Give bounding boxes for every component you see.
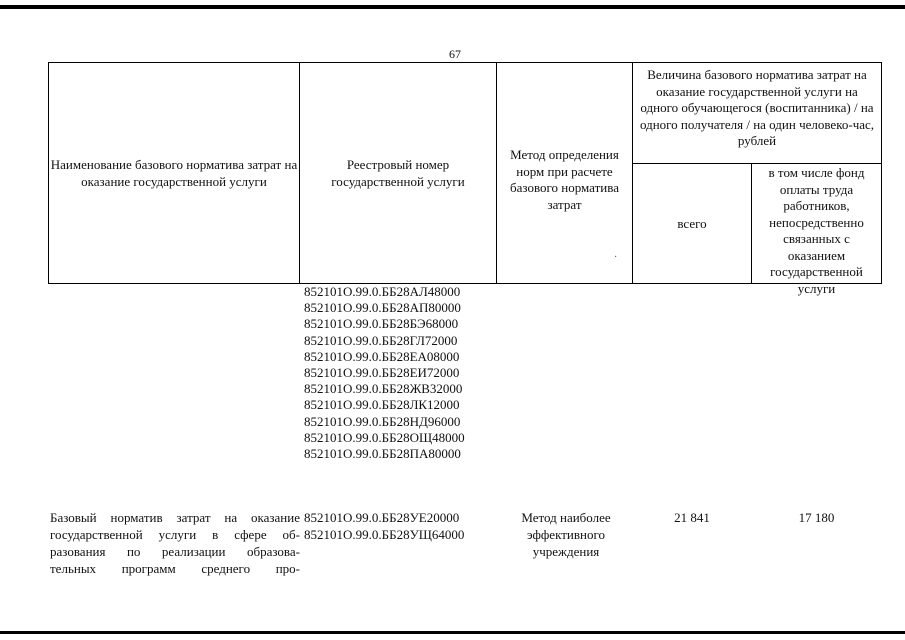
registry-code: 852101О.99.0.ББ28НД96000: [304, 413, 461, 429]
row-wage-fund-value: 17 180: [798, 510, 835, 525]
registry-code: 852101О.99.0.ББ28АЛ48000: [304, 284, 461, 299]
header-norm-value: Величина базового норматива затрат на оказание государственной услуги на одного обучающегося (воспитанника) / на одного получателя / на один человеко-час, рублей: [632, 62, 882, 164]
row-service-name: [50, 509, 300, 577]
page-number: 67: [449, 47, 461, 61]
row-method: Метод наиболее эффективного учреждения: [521, 510, 611, 559]
registry-code: 852101О.99.0.ББ28ПА80000: [304, 446, 461, 462]
registry-code: 852101О.99.0.ББ28БЭ68000: [304, 316, 459, 332]
registry-code: 852101О.99.0.ББ28ГЛ72000: [304, 332, 458, 348]
header-total: всего: [632, 163, 752, 284]
row-name-line: разования по реализации образова-: [50, 544, 300, 559]
registry-code: 852101О.99.0.ББ28ЕА08000: [304, 348, 460, 364]
scan-speck: ·: [614, 252, 618, 263]
row-name-line: Базовый норматив затрат на оказание: [50, 510, 300, 525]
registry-code: 852101О.99.0.ББ28УЕ20000: [304, 510, 460, 525]
header-method: Метод определения норм при расчете базового норматива затрат: [496, 62, 633, 284]
continued-registry-codes: [304, 284, 465, 462]
row-total-value: 21 841: [674, 510, 710, 525]
header-registry-number: Реестровый номер государственной услуги: [299, 62, 497, 284]
header-service-name: Наименование базового норматива затрат на оказание государственной услуги: [48, 62, 300, 284]
row-name-line: государственной услуги в сфере об-: [50, 527, 300, 542]
registry-code: 852101О.99.0.ББ28ЛК12000: [304, 397, 460, 413]
registry-code: 852101О.99.0.ББ28АП80000: [304, 300, 461, 316]
registry-code: 852101О.99.0.ББ28ЖВ32000: [304, 381, 463, 397]
header-wage-fund: в том числе фонд оплаты труда работников, непосредственно связанных с оказанием государственной услуги: [751, 163, 882, 284]
registry-code: 852101О.99.0.ББ28УЩ64000: [304, 527, 465, 542]
row-registry-codes: [304, 509, 464, 543]
row-name-line: тельных программ среднего про-: [50, 561, 300, 576]
top-rule: [0, 5, 905, 9]
registry-code: 852101О.99.0.ББ28ОЩ48000: [304, 429, 465, 445]
bottom-rule: [0, 631, 905, 634]
registry-code: 852101О.99.0.ББ28ЕИ72000: [304, 365, 460, 381]
